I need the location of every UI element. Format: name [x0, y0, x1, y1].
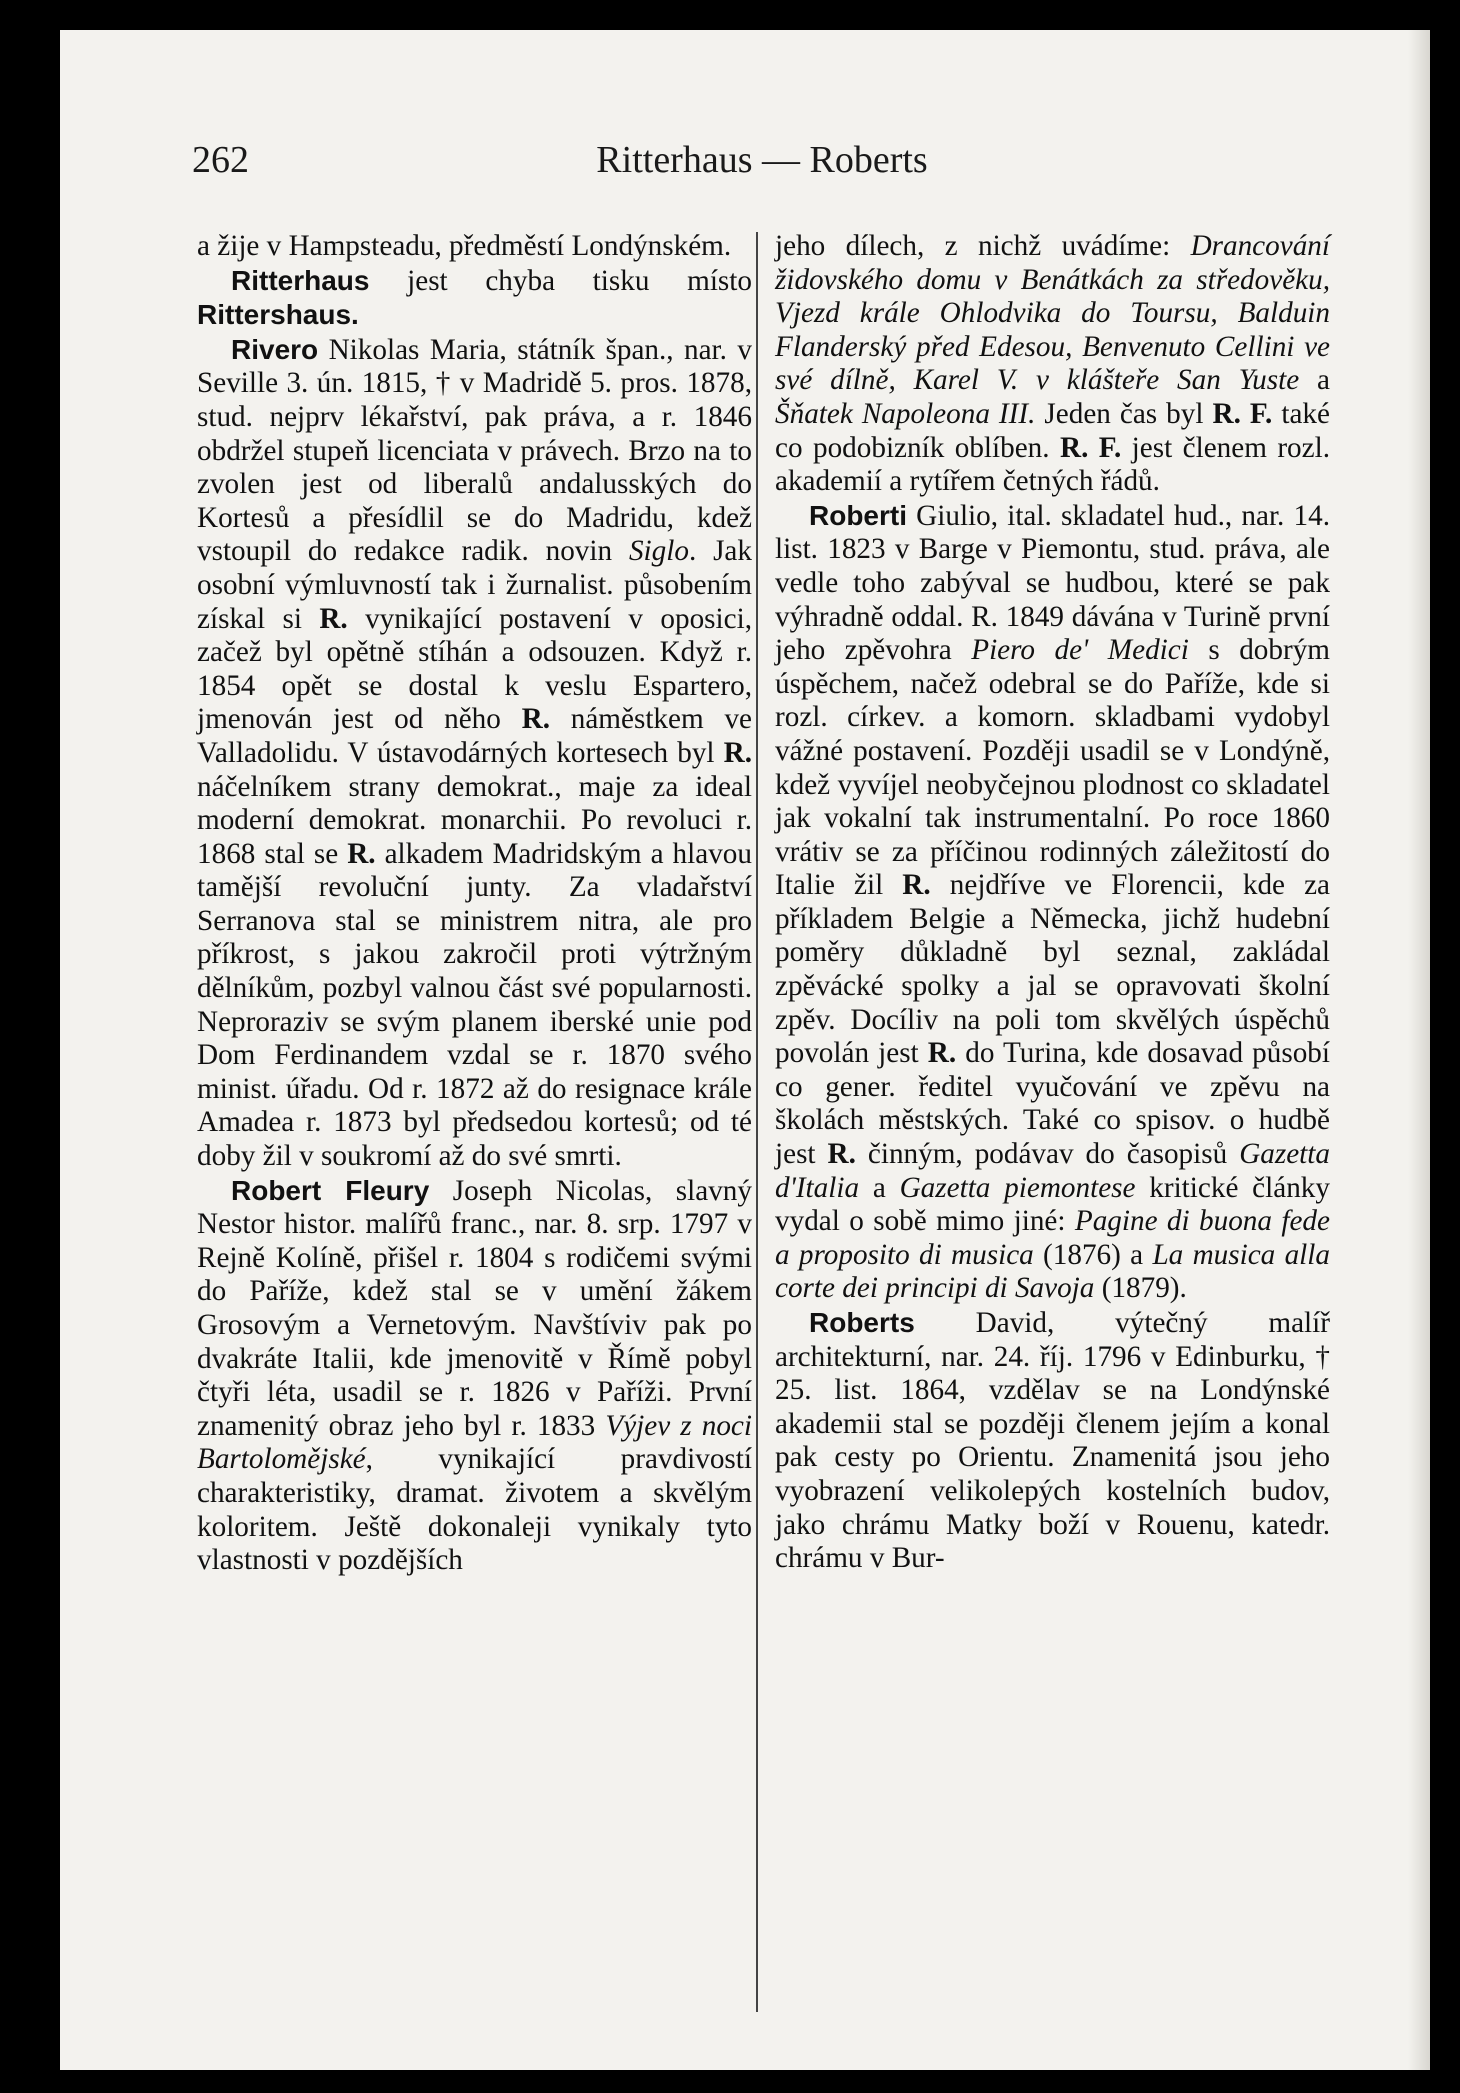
entry-term: Ritterhaus	[231, 264, 370, 296]
running-head: Ritterhaus — Roberts	[596, 139, 928, 181]
entry-text: s dobrým úspěchem, načež odebral se do Paříže, kde si rozl. církev. a komorn. skladbami vydobyl vážné postavení. Později usadil se v Londýně, kdež vyvíjel neobyčejnou plodnost co skladatel jak vokalní tak instrumentalní. Po roce 1860 vrátiv se za příčinou rodinných záležitostí do Italie žil	[775, 634, 1331, 902]
entry-text: Joseph Nicolas, slavný Nestor histor. malířů franc., nar. 8. srp. 1797 v Rejně Kolíně, přišel r. 1804 s rodičemi svými do Paříže, kdež stal se v umění žákem Grosovým a Vernetovým. Navštíviv pak po dvakráte Italii, kde jmenovitě v Římě pobyl čtyři léta, usadil se r. 1826 v Paříži. První znamenitý obraz jeho byl r. 1833	[197, 1174, 752, 1442]
page-header	[192, 138, 1332, 196]
entry-text: jest chyba tisku místo	[369, 264, 752, 297]
entry-continuation	[775, 230, 1330, 499]
entry-text: Giulio, ital. skladatel hud., nar. 14. list. 1823 v Barge v Piemontu, stud. práva, ale vedle toho zabýval se hudbou, které se pak výhradně oddal. R. 1849 dávána v Turině první jeho zpěvohra	[775, 499, 1330, 667]
page-number: 262	[192, 139, 249, 181]
entry-abbrev: R.	[347, 837, 376, 870]
entry-abbrev: R. F.	[1212, 397, 1273, 430]
entry-text: a žije v Hampsteadu, předměstí Londýnském.	[197, 230, 732, 262]
entry-term: Roberts	[809, 1307, 915, 1338]
entry-abbrev: R.	[902, 869, 931, 902]
entry-abbrev: R.	[319, 602, 348, 635]
entry-text: činným, podávav do časopisů	[855, 1138, 1240, 1171]
entry-term: Rivero	[231, 333, 319, 365]
entry-text: (1879).	[1094, 1272, 1187, 1305]
entry-abbrev: R.	[723, 736, 752, 769]
entry-continuation	[197, 230, 752, 264]
entry-italic: Gazetta d'Italia	[775, 1138, 1330, 1204]
entry-text: Jeden čas byl	[1035, 397, 1213, 430]
entry-text: do Turina, kde dosavad působí co gener. ředitel vyučování ve zpěvu na školách městských. Také co spisov. o hudbě jest	[775, 1037, 1330, 1171]
entry-text: a	[859, 1171, 900, 1204]
entry-text: . Jak osobní výmluvností tak i žurnalist. působením získal si	[197, 535, 752, 635]
entry-italic: Pagine di buona fede a proposito di musica	[775, 1205, 1330, 1271]
entry-text: náčelníkem strany demokrat., maje za ideal moderní demokrat. monarchii. Po revoluci r. 1868 stal se	[197, 770, 752, 870]
entry-rivero	[197, 333, 752, 1174]
right-column	[775, 230, 1330, 1576]
entry-text: také co podobizník oblíben.	[775, 397, 1330, 464]
entry-text: , vynikající pravdivostí charakteristiky, dramat. životem a skvělým koloritem. Ještě dokonaleji vynikaly tyto vlastnosti v pozdějších	[197, 1443, 752, 1577]
column-divider	[756, 232, 758, 2012]
entry-italic: Gazetta piemontese	[899, 1171, 1136, 1204]
entry-text: jeho dílech, z nichž uvádíme:	[775, 230, 1191, 262]
entry-abbrev: R.	[521, 703, 550, 736]
entry-reference: Rittershaus.	[197, 299, 359, 331]
entry-roberts	[775, 1306, 1330, 1576]
entry-term: Roberti	[809, 499, 907, 531]
entry-abbrev: R. F.	[1060, 431, 1122, 464]
entry-text: Nikolas Maria, státník špan., nar. v Seville 3. ún. 1815, † v Madridě 5. pros. 1878, stud. nejprv lékařství, pak práva, a r. 1846 obdržel stupeň licenciata v právech. Brzo na to zvolen jest od liberalů andalusských do Kortesů a přesídlil se do Madridu, kdež vstoupil do redakce radik. novin	[197, 333, 752, 568]
dictionary-page	[60, 30, 1430, 2070]
entry-text: kritické články vydal o sobě mimo jiné:	[775, 1171, 1330, 1238]
entry-text: vynikající postavení v oposici, začež byl opětně stíhán a odsouzen. Když r. 1854 opět se dostal k veslu Espartero, jmenován jest od něho	[197, 602, 752, 736]
entry-italic: Siglo	[628, 535, 689, 568]
entry-italic: La musica alla corte dei principi di Savoja	[775, 1238, 1330, 1305]
entry-text: David, výtečný malíř architekturní, nar. 24. říj. 1796 v Edinburku, † 25. list. 1864, vzdělav se na Londýnské akademii stal se později členem jejím a konal pak cesty po Orientu. Znamenitá jsou jeho vyobrazení velikolepých kostelních budov, jako chrámu Matky boží v Rouenu, katedr. chrámu v Bur-	[775, 1307, 1330, 1575]
left-column	[197, 230, 752, 1578]
entry-ritterhaus	[197, 264, 752, 333]
entry-text: alkadem Madridským a hlavou tamější revoluční junty. Za vladařství Serranova stal se ministrem nitra, ale pro příkrost, s jakou zakročil proti výtržným dělníkům, pozbyl valnou část své popularnosti. Neproraziv se svým planem iberské unie pod Dom Ferdinandem vzdal se r. 1870 svého minist. úřadu. Od r. 1872 až do resignace krále Amadea r. 1873 byl předsedou kortesů; od té doby žil v soukromí až do své smrti.	[197, 837, 752, 1173]
entry-abbrev: R.	[827, 1138, 856, 1171]
entry-italic: Piero de' Medici	[971, 634, 1189, 667]
entry-abbrev: R.	[927, 1037, 957, 1070]
entry-text: náměstkem ve Valladolidu. V ústavodárných kortesech byl	[197, 703, 752, 769]
entry-term: Robert Fleury	[231, 1174, 430, 1206]
entry-italic: Výjev z noci Bartolomějské	[197, 1409, 752, 1476]
entry-robert-fleury	[197, 1174, 752, 1578]
entry-text: jest členem rozl. akademií a rytířem četných řádů.	[775, 431, 1330, 498]
entry-text: a	[1299, 364, 1330, 397]
entry-italic: Drancování židovského domu v Benátkách za středověku, Vjezd krále Ohlodvika do Toursu, Balduin Flanderský před Edesou, Benvenuto Cellini ve své dílně, Karel V. v klášteře San Yuste	[775, 230, 1330, 397]
entry-italic: Šňatek Napoleona III.	[775, 397, 1036, 430]
entry-roberti	[775, 499, 1330, 1306]
entry-text: nejdříve ve Florencii, kde za příkladem Belgie a Německa, jichž hudební poměry důkladně byl seznal, zakládal zpěvácké spolky a jal se opravovati školní zpěv. Docíliv na poli tom skvělých úspěchů povolán jest	[775, 869, 1330, 1070]
entry-text: (1876) a	[1033, 1238, 1153, 1271]
